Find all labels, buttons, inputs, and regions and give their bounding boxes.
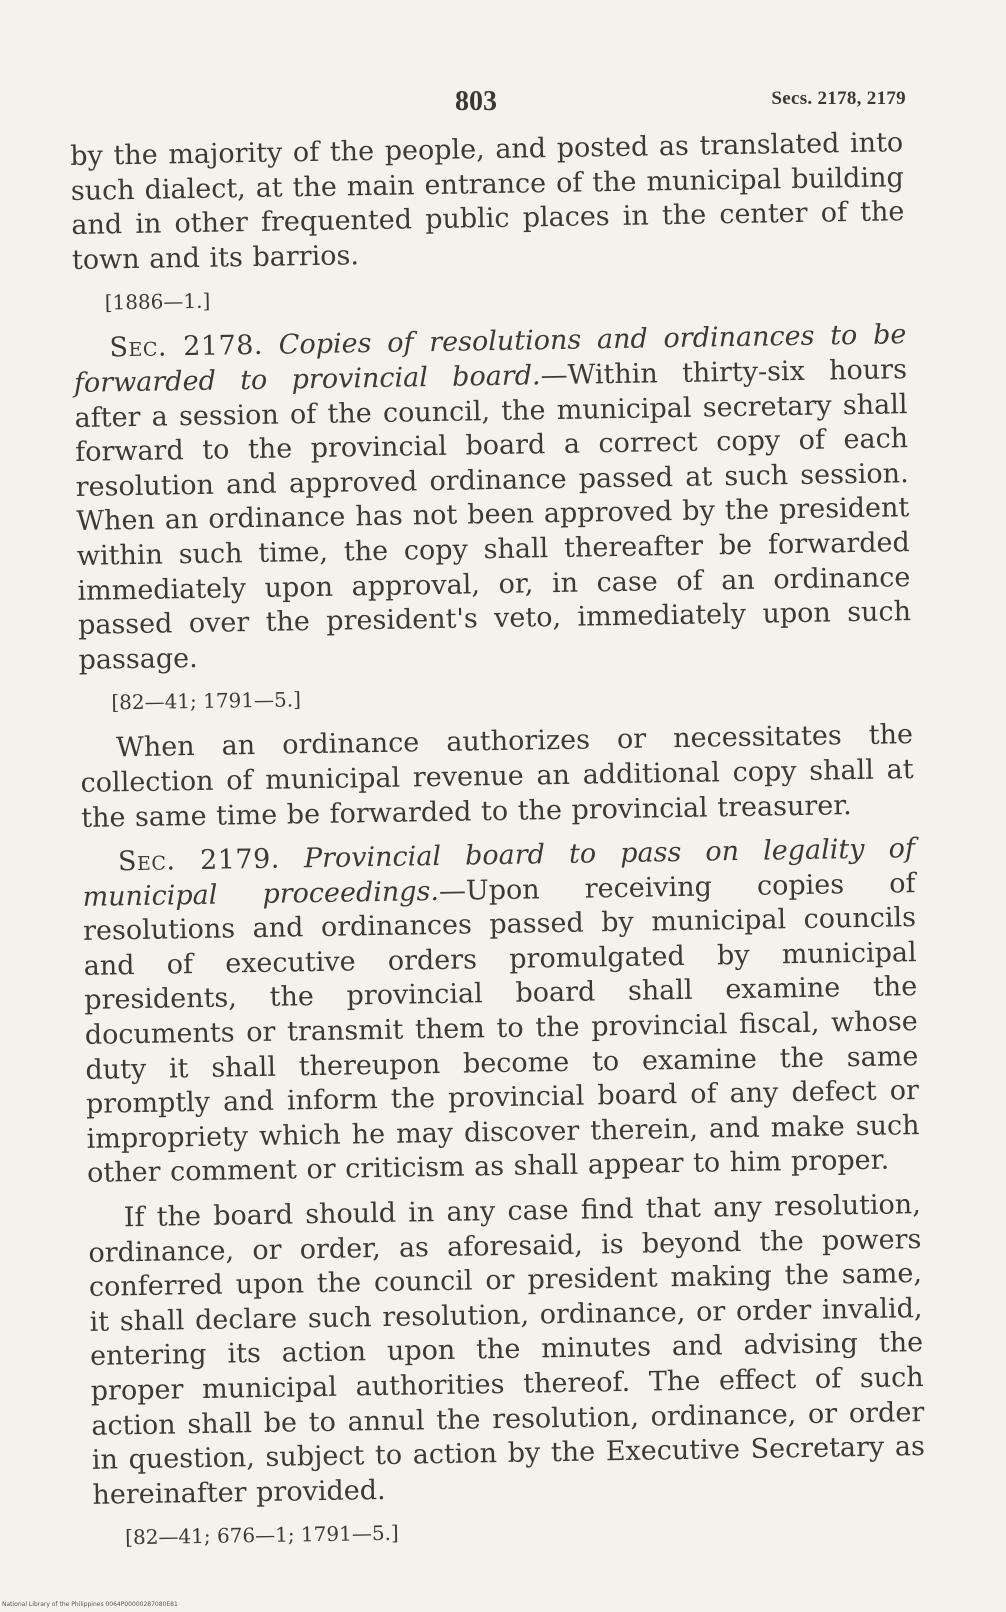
citation-1886: [1886—1.] [104, 289, 211, 315]
citation-section-2179: [82—41; 676—1; 1791—5.] [124, 1521, 399, 1550]
section-2179-body: —Upon receiving copies of resolutions and ordinances passed by municipal councils and of executive orders promulgated by municipal presidents, the provincial board shall examine the documents or transmit them to the provincial fiscal, whose duty it shall thereupon become to examine the same promptly and inform the provincial board of any defect or impropriety which he may discover therein, and make such other comment or criticism as shall appear to him proper. [82, 867, 920, 1190]
section-2178-label: Sec. 2178. [109, 330, 264, 364]
continued-paragraph: by the majority of the people, and posted as translated into such dialect, at the main entrance of the municipal building and in other frequented public places in the center of the town and its barrios. [70, 127, 905, 276]
section-2179-label: Sec. 2179. [117, 843, 281, 878]
section-2179-title: Provincial board to pass on legality of municipal proceedings. [82, 833, 916, 913]
page-body [70, 126, 927, 1567]
running-section-reference: Secs. 2178, 2179 [771, 88, 906, 109]
section-2179-second-paragraph: If the board should in any case find that any resolution, ordinance, or order, as aforesaid, is beyond the powers conferred upon the council or president making the same, it shall declare such resolution, ordinance, or order invalid, entering its action upon the minutes and advising the proper municipal authorities thereof. The effect of such action shall be to annul the resolution, ordinance, or order in question, subject to action by the Executive Secretary as hereinafter provided. [88, 1189, 926, 1511]
scan-footer-note: National Library of the Philippines 0064P00000287080E81 [2, 1601, 178, 1608]
section-2178 [73, 319, 912, 679]
page-number: 803 [455, 86, 497, 117]
section-2179 [82, 832, 921, 1192]
section-2178-additional-paragraph: When an ordinance authorizes or necessitates the collection of municipal revenue an additional copy shall at the same time be forwarded to the provincial treasurer. [80, 719, 914, 834]
section-2178-title: Copies of resolutions and ordinances to be forwarded to provincial board. [73, 319, 907, 399]
citation-section-2178: [82—41; 1791—5.] [111, 687, 302, 715]
page-header [0, 86, 1006, 122]
section-2178-body: —Within thirty-six hours after a session of the council, the municipal secretary shall forward to the provincial board a correct copy of each resolution and approved ordinance passed at such session. When an ordinance has not been approved by the president within such time, the copy shall thereafter be forwarded immediately upon approval, or, in case of an ordinance passed over the president's veto, immediately upon such passage. [74, 354, 912, 676]
